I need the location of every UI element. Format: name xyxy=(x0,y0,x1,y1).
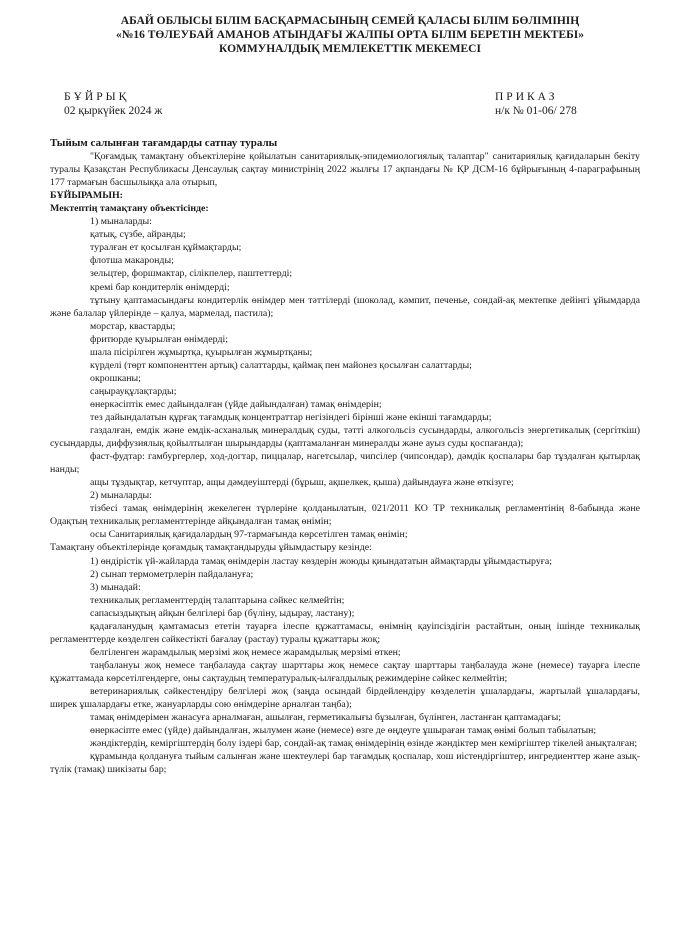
body-paragraph: тұтыну қаптамасындағы кондитерлік өнімдер мен тәттілерді (шоколад, кәмпит, печенье, сондай-ақ мектепке дейінгі ұйымдарда және балалар үйлерінде – қалуа, мармелад, пастила); xyxy=(50,294,640,319)
body-paragraph: күрделі (төрт компоненттен артық) салаттарды, қаймақ пен майонез қосылған салаттарды; xyxy=(90,359,472,371)
body-paragraph: фаст-фудтар: гамбургерлер, ход-догтар, пиццалар, нагетсылар, чипсілер (чипсондар), дәмдік қоспалары бар тұздалған қытырлақ нанды; xyxy=(50,451,640,476)
body-paragraph: фритюрде қуырылған өнімдерді; xyxy=(90,333,228,345)
body-paragraph: шала пісірілген жұмыртқа, қуырылған жұмыртқаны; xyxy=(90,346,313,358)
body-paragraph: тамақ өнімдерімен жанасуға арналмаған, ашылған, герметикалығы бұзылған, бүлінген, ластанған қаптамадағы; xyxy=(90,712,561,724)
body-paragraphs xyxy=(50,150,640,776)
body-paragraph: Мектептің тамақтану объектісінде: xyxy=(50,203,209,215)
body-paragraph: окрошканы; xyxy=(90,372,141,384)
body-paragraph: кремі бар кондитерлік өнімдерді; xyxy=(90,281,230,293)
doc-type-kazakh: БҰЙРЫҚ xyxy=(64,91,130,103)
body-paragraph: қатық, сүзбе, айранды; xyxy=(90,229,186,241)
body-paragraph: осы Санитариялық қағидалардың 97-тармағында көрсетілген тамақ өнімін; xyxy=(90,529,408,541)
body-paragraph: жәндіктердің, кеміргіштердің болу іздері бар, сондай-ақ тамақ өнімдерінің өзінде жәндіктер мен кеміргіштер тікелей анықталған; xyxy=(90,738,638,750)
header-line-3: КОММУНАЛДЫҚ МЕМЛЕКЕТТІК МЕКЕМЕСІ xyxy=(219,43,481,55)
body-paragraph: БҰЙЫРАМЫН: xyxy=(50,190,123,202)
body-paragraph: Тамақтану объектілерінде қоғамдық тамақтандыруды ұйымдастыру кезінде: xyxy=(50,542,372,554)
body-paragraph: морстар, квастарды; xyxy=(90,320,176,332)
doc-type-russian: ПРИКАЗ xyxy=(495,91,558,103)
order-russian-block xyxy=(495,90,577,118)
body-paragraph: 1) өндірістік үй-жайларда тамақ өнімдерін ластау көздерін жоюды қиындататын аймақтарды ұйымдастыруға; xyxy=(90,555,552,567)
header-line-2: «№16 ТӨЛЕУБАЙ АМАНОВ АТЫНДАҒЫ ЖАЛПЫ ОРТА БІЛІМ БЕРЕТІН МЕКТЕБІ» xyxy=(116,29,584,41)
body-paragraph: тізбесі тамақ өнімдерінің жекелеген түрлеріне қолданылатын, 021/2011 КО ТР техникалық регламентінің 8-бабында және Одақтың техникалық регламенттерінде айқындалған тамақ өнімін; xyxy=(50,503,640,528)
order-kazakh-block xyxy=(64,90,162,118)
body-paragraph: 2) мыналарды: xyxy=(90,490,152,502)
body-paragraph: зельцтер, форшмактар, сілікпелер, паштеттерді; xyxy=(90,268,293,280)
document-title: Тыйым салынған тағамдарды сатпау туралы xyxy=(50,137,278,149)
body-paragraph: 3) мынадай: xyxy=(90,581,141,593)
body-paragraph: өнеркәсіптік емес дайындалған (үйде дайындалған) тамақ өнімдерін; xyxy=(90,398,382,410)
body-paragraph: газдалған, емдік және емдік-асханалық минералдық суды, тәтті алкогольсіз сусындарды, алкогольсіз энергетикалық (сергіткіш) сусындарды, диффузиялық қойылтылған шырындарды (қаптамаланған минералды және ауыз суды қоспағанда); xyxy=(50,425,640,450)
body-paragraph: ащы тұздықтар, кетчуптар, ащы дәмдеуіштерді (бұрыш, ақшелкек, қыша) дайындауға және өткізуге; xyxy=(90,477,514,489)
doc-number: н/к № 01-06/ 278 xyxy=(495,105,577,117)
body-paragraph: өнеркәсіпте емес (үйде) дайындалған, жылумен және (немесе) өзге де өңдеуге ұшыраған тамақ өнімі болып табылатын; xyxy=(90,725,597,737)
body-paragraph: қадағаланудың қамтамасыз ететін тауарға ілеспе құжаттамасы, өнімнің қауіпсіздігін растайтын, оның ішінде техникалық регламенттерде көзделген сәйкестікті бағалау (растау) туралы құжаттары жоқ; xyxy=(50,620,640,645)
body-paragraph: тез дайындалатын құрғақ тағамдық концентраттар негізіндегі бірінші және екінші тағамдарды; xyxy=(90,411,492,423)
body-paragraph: ветеринариялық сәйкестендіру белгілері жоқ (заңда осындай бірдейлендіру көзделетін ұшалардағы, жартылай ұшалардағы, ширек ұшалардағы етке, жануарларды сою өнімдеріне арналған таңба); xyxy=(50,685,640,711)
body-paragraph: туралған ет қосылған құймақтарды; xyxy=(90,242,242,254)
document-body xyxy=(50,137,640,776)
body-paragraph: құрамында қолдануға тыйым салынған және шектеулері бар тағамдық қоспалар, хош иістендіргіштер, ингредиенттер және азық-түлік (тамақ) шикізаты бар; xyxy=(50,751,640,776)
body-paragraph: 1) мыналарды: xyxy=(90,216,152,228)
body-paragraph: флотша макаронды; xyxy=(90,255,174,267)
body-paragraph: техникалық регламенттердің талаптарына сәйкес келмейтін; xyxy=(90,594,345,606)
header-line-1: АБАЙ ОБЛЫСЫ БІЛІМ БАСҚАРМАСЫНЫҢ СЕМЕЙ ҚАЛАСЫ БІЛІМ БӨЛІМІНІҢ xyxy=(120,15,580,27)
doc-date: 02 қыркүйек 2024 ж xyxy=(64,105,163,117)
body-paragraph: таңбалануы жоқ немесе таңбалауда сақтау шарттары жоқ немесе сақтау шарттары таңбалауда және (немесе) тауарға ілеспе құжаттамада көрсетілгендерге, оны сақтаудың температуралық-ылғалдылық режимдеріне сәйкес келмейтін; xyxy=(50,659,640,684)
body-paragraph: сапасыздықтың айқын белгілері бар (бүліну, ыдырау, ластану); xyxy=(90,607,355,619)
body-paragraph: "Қоғамдық тамақтану объектілеріне қойылатын санитариялық-эпидемиологиялық талаптар" санитариялық қағидаларын бекіту туралы Қазақстан Республикасы Денсаулық сақтау министрінің 2022 жылғы 17 ақпандағы № ҚР ДСМ-16 бұйрығының 4-параграфының 177 тармағын басшылыққа ала отырып, xyxy=(50,151,640,189)
body-paragraph: 2) сынап термометрлерін пайдалануға; xyxy=(90,568,254,580)
organization-header xyxy=(60,14,640,56)
body-paragraph: саңырауқұлақтарды; xyxy=(90,385,177,397)
body-paragraph: белгіленген жарамдылық мерзімі жоқ немесе жарамдылық мерзімі өткен; xyxy=(90,646,401,658)
